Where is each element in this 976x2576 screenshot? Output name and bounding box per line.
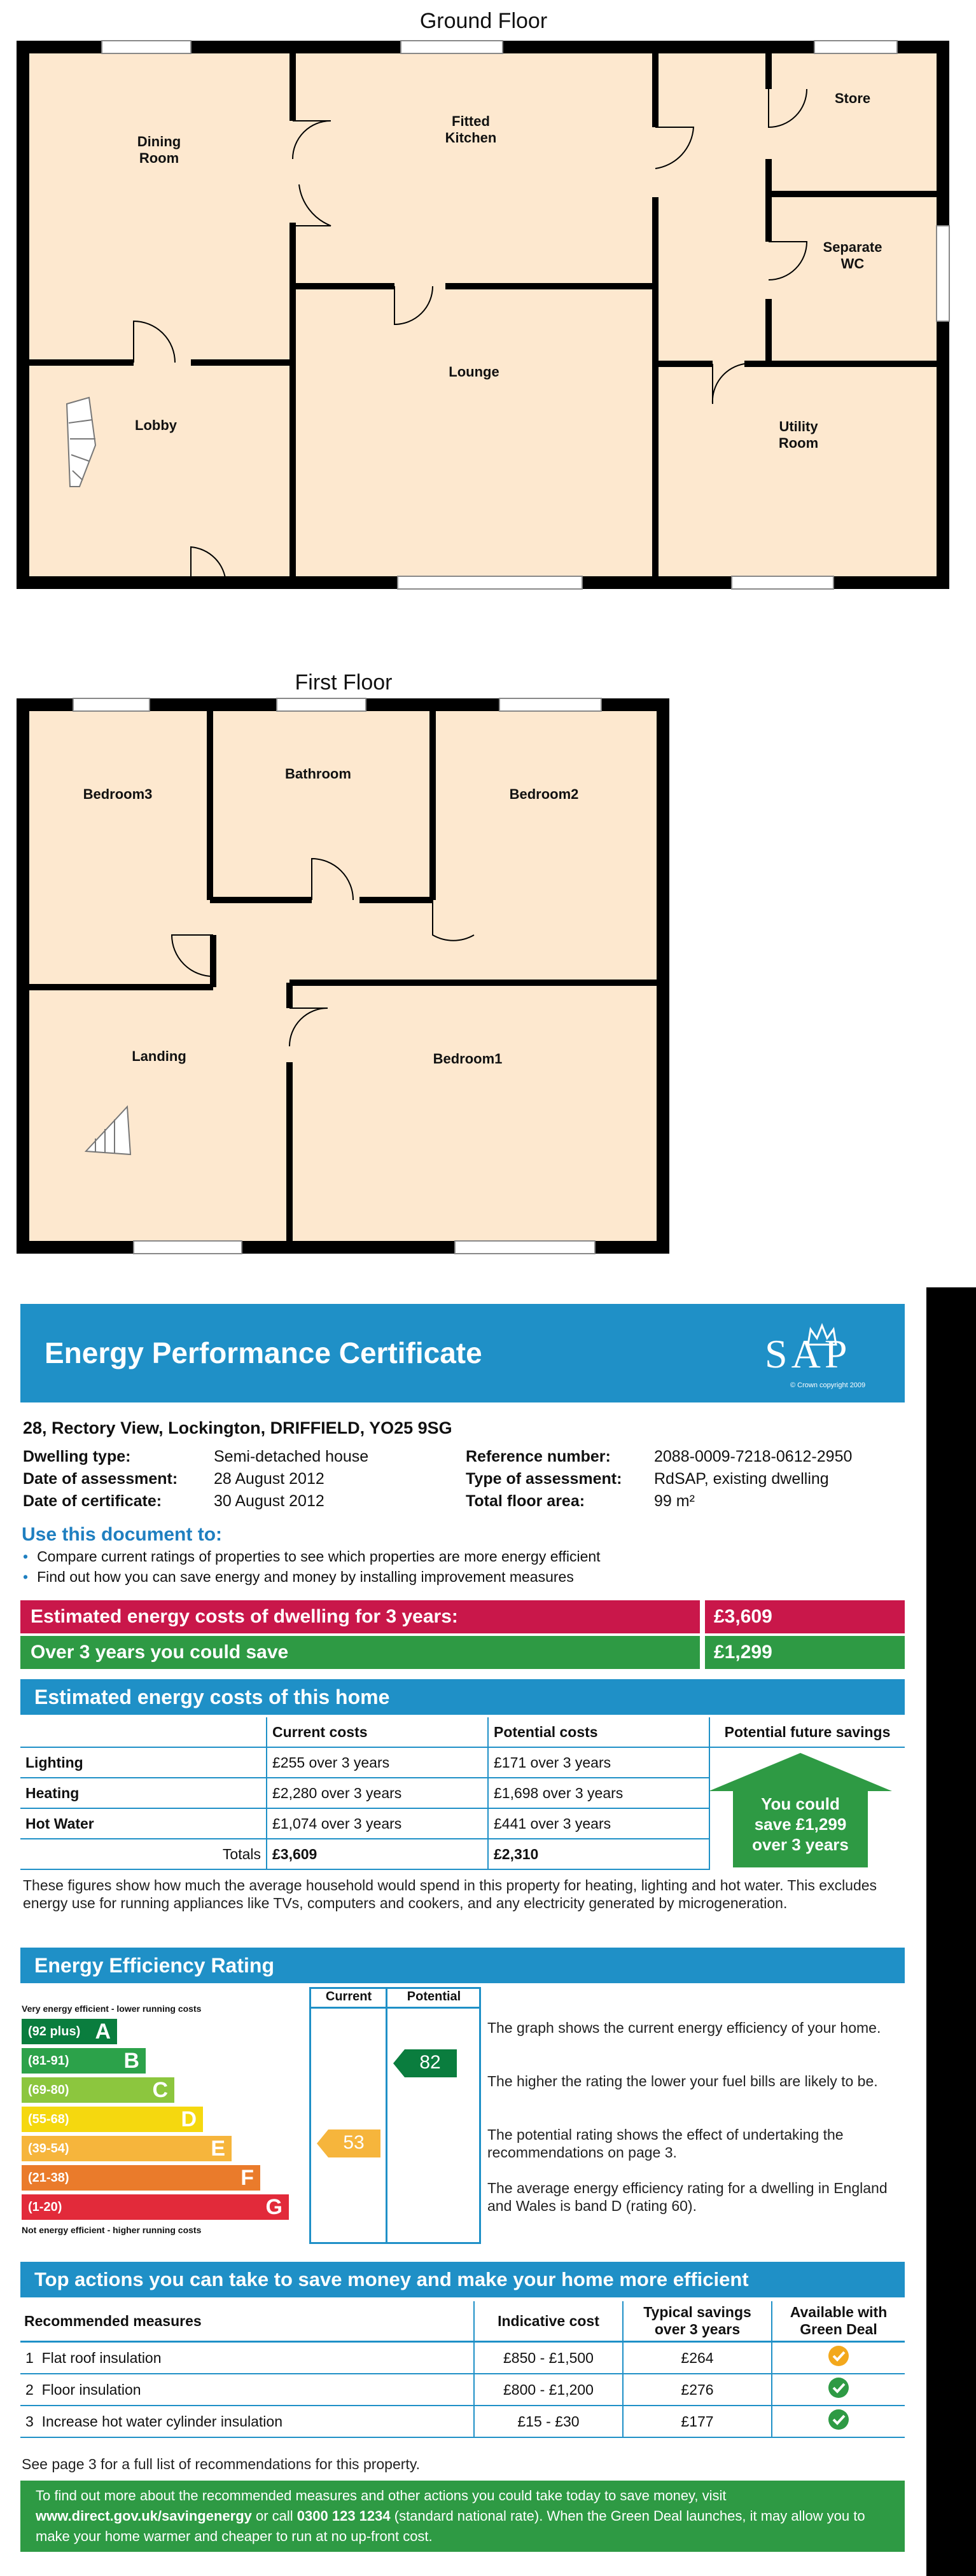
actions-col-greendeal: Available with Green Deal <box>772 2301 905 2342</box>
detail-label: Date of certificate: <box>23 1492 162 1510</box>
cost-current: £2,280 over 3 years <box>267 1778 488 1808</box>
room-label-wc: Separate WC <box>823 239 882 272</box>
rating-desc: The graph shows the current energy efficiency of your home. <box>487 2019 881 2036</box>
rating-top-note: Very energy efficient - lower running costs <box>22 2004 202 2014</box>
room-label-store: Store <box>834 90 871 106</box>
action-cost: £15 - £30 <box>474 2406 623 2437</box>
green-deal-cell <box>772 2374 905 2406</box>
rating-bottom-note: Not energy efficient - higher running costs <box>22 2225 202 2235</box>
first-floor-title: First Floor <box>295 670 393 695</box>
actions-col-cost: Indicative cost <box>474 2301 623 2342</box>
action-num: 2 <box>25 2381 34 2398</box>
action-num: 3 <box>25 2413 34 2430</box>
table-row <box>20 2342 905 2374</box>
rating-band-range: (39-54) <box>28 2142 69 2156</box>
actions-col-measures: Recommended measures <box>20 2301 474 2342</box>
detail-value: Semi-detached house <box>214 1448 369 1465</box>
epc-title: Energy Performance Certificate <box>45 1336 482 1369</box>
detail-value: RdSAP, existing dwelling <box>654 1470 829 1488</box>
rating-band-e <box>22 2136 232 2161</box>
property-address: 28, Rectory View, Lockington, DRIFFIELD, YO25 9SG <box>23 1418 452 1437</box>
table-row <box>20 2406 905 2437</box>
detail-value: 2088-0009-7218-0612-2950 <box>654 1448 853 1465</box>
cost-potential: £171 over 3 years <box>488 1747 709 1778</box>
green-deal-cell <box>772 2342 905 2374</box>
rating-band-b <box>22 2048 146 2074</box>
rating-band-a <box>22 2019 117 2044</box>
rating-band-range: (69-80) <box>28 2083 69 2097</box>
rating-band-letter: D <box>181 2107 197 2131</box>
room-label-lounge: Lounge <box>449 364 499 380</box>
savings-badge-line: save £1,299 <box>754 1815 847 1834</box>
detail-label: Dwelling type: <box>23 1448 131 1465</box>
see-page-note: See page 3 for a full list of recommendations for this property. <box>22 2456 420 2472</box>
rating-col-current: Current <box>325 1990 372 2004</box>
cost-current: £255 over 3 years <box>267 1747 488 1778</box>
action-measure <box>20 2342 474 2374</box>
rating-band-letter: C <box>152 2078 168 2102</box>
sap-copyright: © Crown copyright 2009 <box>790 1381 866 1389</box>
details-right <box>466 1448 852 1511</box>
action-saving: £264 <box>623 2342 772 2374</box>
rating-band-letter: E <box>211 2136 225 2161</box>
save-label: Over 3 years you could save <box>20 1636 700 1669</box>
cost-potential: £1,698 over 3 years <box>488 1778 709 1808</box>
cost-row-label: Heating <box>20 1778 267 1808</box>
footer-info <box>20 2481 905 2552</box>
action-cost: £850 - £1,500 <box>474 2342 623 2374</box>
action-saving: £276 <box>623 2374 772 2406</box>
room-label-bedroom1: Bedroom1 <box>433 1051 503 1067</box>
right-black-bar <box>926 1287 976 2576</box>
sap-logo <box>765 1323 879 1393</box>
epc-certificate <box>20 1304 905 2570</box>
action-measure-text: Flat roof insulation <box>41 2349 162 2366</box>
action-measure <box>20 2406 474 2437</box>
room-label-bathroom: Bathroom <box>285 766 351 782</box>
current-rating-value: 53 <box>343 2132 365 2153</box>
action-saving: £177 <box>623 2406 772 2437</box>
action-measure-text: Floor insulation <box>41 2381 141 2398</box>
rating-band-c <box>22 2077 174 2103</box>
cost-current: £1,074 over 3 years <box>267 1808 488 1839</box>
savings-badge-line: over 3 years <box>752 1835 849 1854</box>
rating-band-letter: F <box>241 2166 254 2190</box>
rating-band-range: (1-20) <box>28 2200 62 2214</box>
check-icon <box>827 2344 850 2367</box>
table-row <box>20 2374 905 2406</box>
savings-badge-text <box>733 1794 868 1855</box>
rating-desc: The potential rating shows the effect of undertaking the recommendations on page 3. <box>487 2126 844 2161</box>
detail-value: 28 August 2012 <box>214 1470 324 1488</box>
rating-band-d <box>22 2107 203 2132</box>
totals-label: Totals <box>20 1839 267 1869</box>
save-value: £1,299 <box>705 1636 905 1669</box>
actions-table <box>20 2301 905 2438</box>
footer-text: (standard national rate). When the Green Deal launches, it may allow you to make your home warmer and cheaper to run at no up-front cost. <box>36 2508 865 2544</box>
totals-potential: £2,310 <box>488 1839 709 1869</box>
savings-badge-line: You could <box>761 1794 840 1813</box>
totals-current: £3,609 <box>267 1839 488 1869</box>
rating-band-g <box>22 2194 289 2220</box>
green-deal-cell <box>772 2406 905 2437</box>
ground-floor-title: Ground Floor <box>419 9 548 33</box>
est-costs-label: Estimated energy costs of dwelling for 3 years: <box>20 1600 700 1633</box>
detail-label: Total floor area: <box>466 1492 585 1510</box>
room-label-landing: Landing <box>132 1048 186 1064</box>
est-costs-value: £3,609 <box>705 1600 905 1633</box>
action-measure-text: Increase hot water cylinder insulation <box>41 2413 282 2430</box>
detail-value: 99 m² <box>654 1492 695 1510</box>
action-cost: £800 - £1,200 <box>474 2374 623 2406</box>
use-bullet: • Find out how you can save energy and money by installing improvement measures <box>23 1568 574 1586</box>
rating-band-letter: B <box>123 2049 139 2073</box>
costs-heading: Estimated energy costs of this home <box>20 1679 905 1715</box>
details-left <box>23 1448 368 1511</box>
rating-band-range: (92 plus) <box>28 2025 81 2039</box>
rating-desc: The higher the rating the lower your fuel bills are likely to be. <box>487 2073 878 2089</box>
sap-logo-text: SAP <box>765 1331 851 1376</box>
costs-col-savings: Potential future savings <box>709 1717 905 1747</box>
rating-desc: The average energy efficiency rating for a dwelling in England and Wales is band D (rating 60). <box>487 2180 888 2214</box>
footer-link[interactable]: www.direct.gov.uk/savingenergy <box>36 2508 252 2524</box>
costs-note: These figures show how much the average household would spend in this property for heating, lighting and hot water. This excludes energy use for running appliances like TVs, computers and cookers, and any electricity generated by microgeneration. <box>23 1877 877 1911</box>
action-num: 1 <box>25 2349 34 2366</box>
actions-heading: Top actions you can take to save money and make your home more efficient <box>20 2262 905 2297</box>
footer-phone: 0300 123 1234 <box>296 2508 391 2524</box>
cost-potential: £441 over 3 years <box>488 1808 709 1839</box>
detail-value: 30 August 2012 <box>214 1492 324 1510</box>
rating-heading: Energy Efficiency Rating <box>20 1948 905 1983</box>
rating-band-letter: A <box>95 2019 111 2044</box>
costs-col-potential: Potential costs <box>488 1717 709 1747</box>
rating-columns-divider <box>386 1987 387 2244</box>
use-heading: Use this document to: <box>22 1524 223 1545</box>
rating-col-potential: Potential <box>407 1990 461 2004</box>
room-label-bedroom3: Bedroom3 <box>83 786 153 802</box>
action-measure <box>20 2374 474 2406</box>
room-label-bedroom2: Bedroom2 <box>509 786 579 802</box>
costs-col-label <box>20 1717 267 1747</box>
rating-band-range: (21-38) <box>28 2171 69 2185</box>
detail-label: Reference number: <box>466 1448 611 1465</box>
rating-band-range: (55-68) <box>28 2112 69 2126</box>
room-label-utility: Utility Room <box>778 419 819 451</box>
potential-rating-value: 82 <box>419 2052 441 2073</box>
costs-col-current: Current costs <box>267 1717 488 1747</box>
footer-text: To find out more about the recommended measures and other actions you could take today to save money, visit <box>36 2488 727 2503</box>
detail-label: Type of assessment: <box>466 1470 622 1488</box>
rating-columns-frame <box>309 1987 481 2244</box>
check-icon <box>827 2376 850 2399</box>
cost-row-label: Hot Water <box>20 1808 267 1839</box>
actions-col-savings: Typical savings over 3 years <box>623 2301 772 2342</box>
room-label-kitchen: Fitted Kitchen <box>445 113 497 146</box>
rating-band-letter: G <box>265 2195 282 2219</box>
rating-band-f <box>22 2165 260 2191</box>
epc-header <box>20 1304 905 1402</box>
use-bullet: • Compare current ratings of properties to see which properties are more energy efficient <box>23 1548 601 1565</box>
detail-label: Date of assessment: <box>23 1470 178 1488</box>
cost-row-label: Lighting <box>20 1747 267 1778</box>
check-icon <box>827 2408 850 2431</box>
room-label-dining: Dining Room <box>137 134 181 166</box>
footer-text: or call <box>251 2508 297 2524</box>
room-label-lobby: Lobby <box>135 417 177 433</box>
rating-band-range: (81-91) <box>28 2054 69 2068</box>
